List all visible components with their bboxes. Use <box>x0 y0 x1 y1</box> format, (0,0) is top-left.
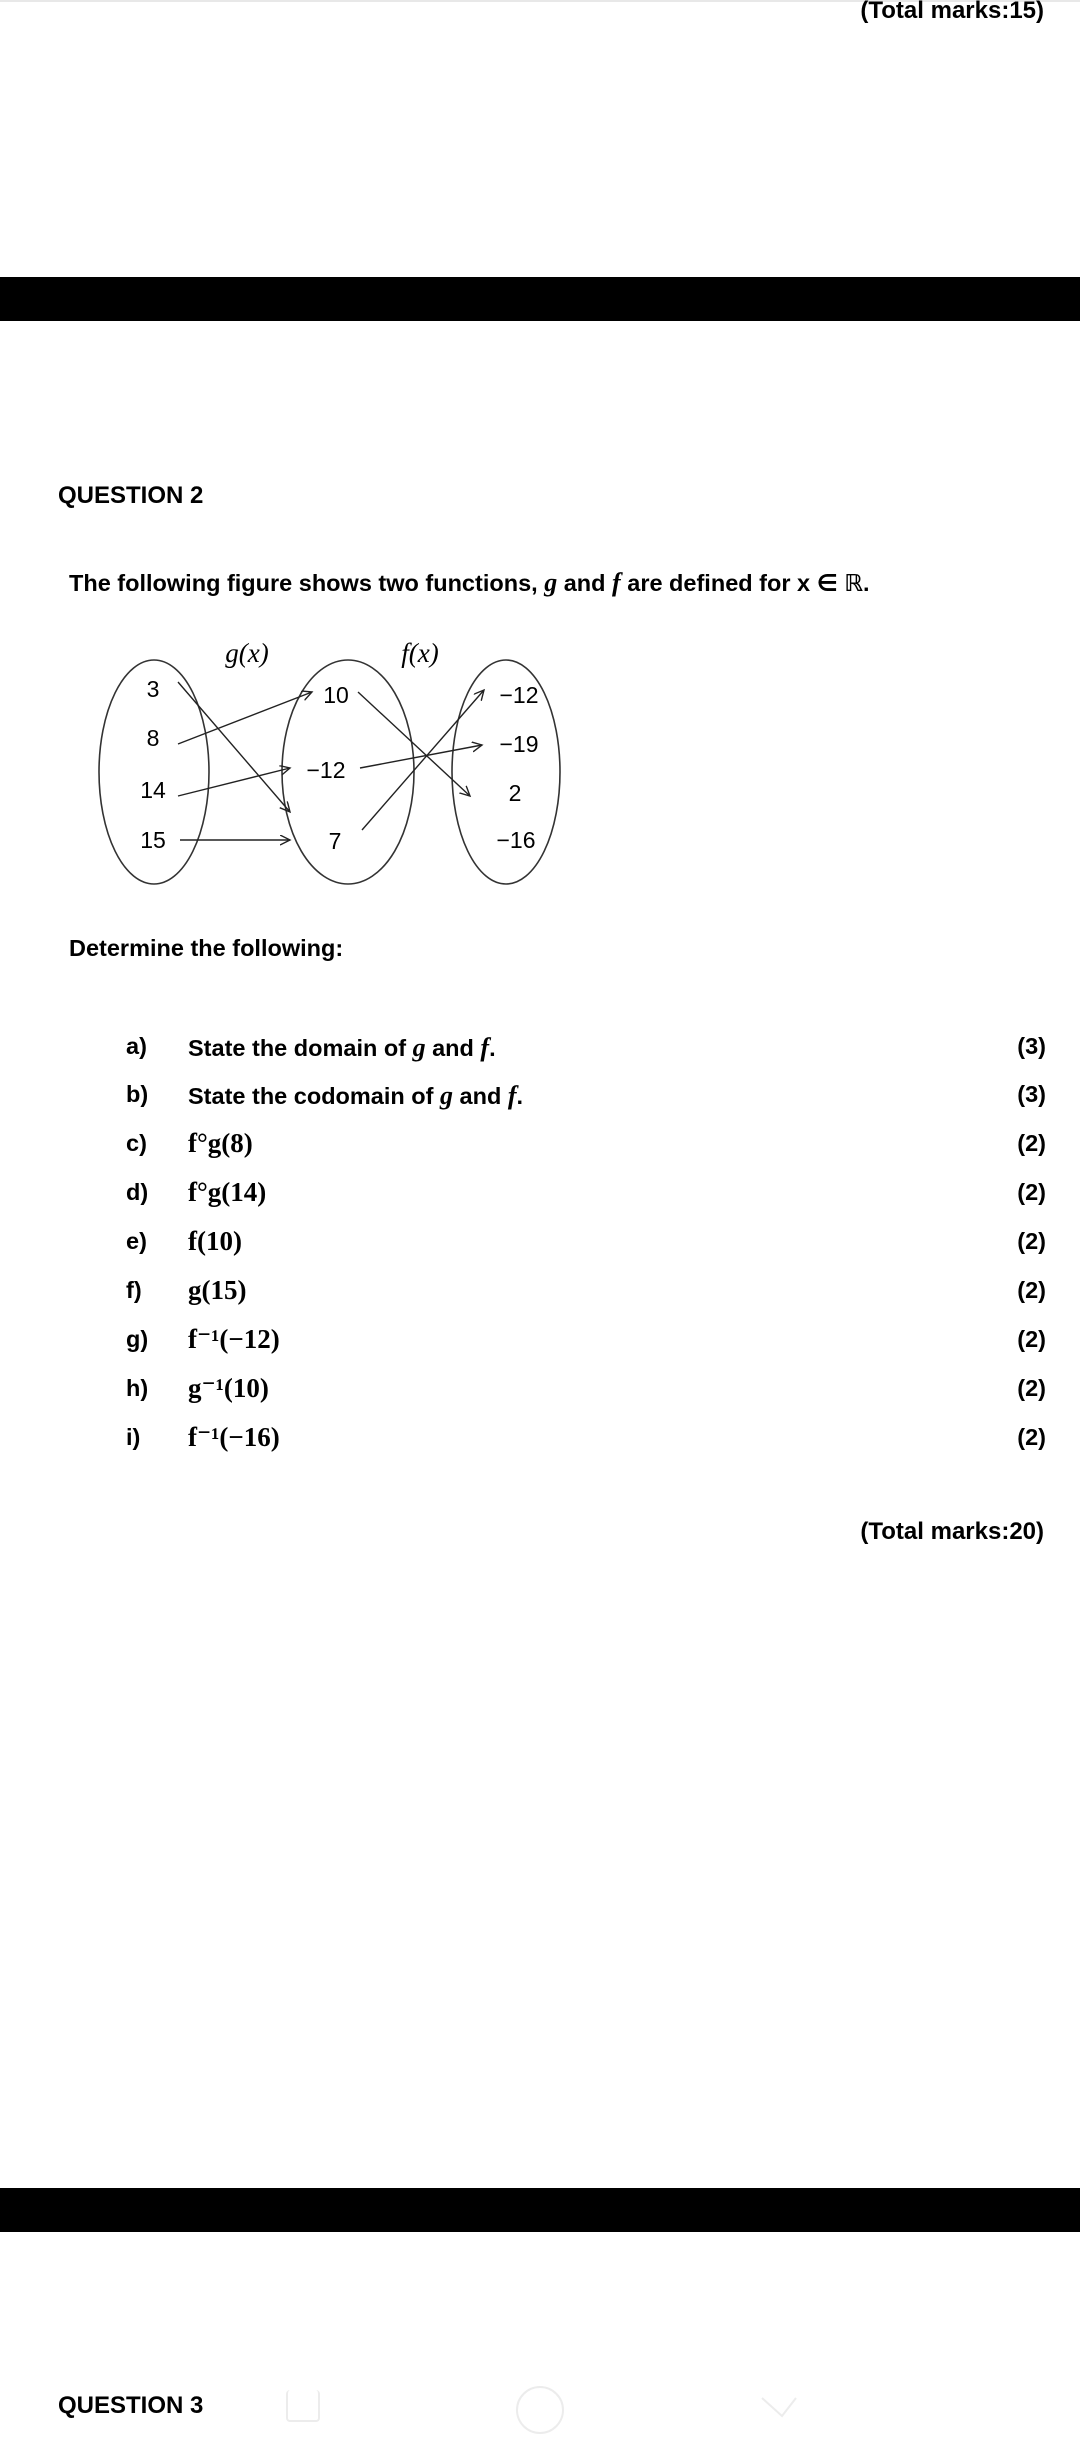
item-expression: f(10) <box>188 1226 242 1256</box>
item-var-f: f <box>480 1033 490 1062</box>
arrow-neg12-to-neg19 <box>360 745 482 768</box>
question-2-heading: QUESTION 2 <box>58 482 204 509</box>
g-function-label: g(x) <box>225 638 269 668</box>
item-marks: (2) <box>1017 1326 1046 1352</box>
arrow-7-to-neg12 <box>362 690 484 830</box>
item-label: d) <box>126 1179 149 1205</box>
item-label: g) <box>126 1326 149 1352</box>
g-domain-value: 8 <box>146 725 160 751</box>
sub-question-e <box>126 1228 1046 1268</box>
item-text-post: . <box>489 1035 496 1061</box>
item-expression: f⁻¹(−16) <box>188 1422 280 1452</box>
question-2-intro <box>69 568 870 598</box>
page-separator-bar-2 <box>0 2188 1080 2232</box>
intro-f: f <box>612 568 621 597</box>
sub-question-d <box>126 1179 1046 1219</box>
item-label: c) <box>126 1130 147 1156</box>
item-marks: (2) <box>1017 1179 1046 1205</box>
intro-text-1: The following figure shows two functions, <box>69 570 545 596</box>
sub-question-g <box>126 1326 1046 1366</box>
item-text-pre: State the domain of <box>188 1035 413 1061</box>
intro-text-2: and <box>557 570 613 596</box>
intro-text-3: are defined for x ∈ ℝ. <box>620 570 870 596</box>
arrow-8-to-10 <box>178 692 312 744</box>
g-domain-value: 15 <box>140 827 166 853</box>
sub-question-h <box>126 1375 1046 1415</box>
item-label: b) <box>126 1081 149 1107</box>
item-marks: (2) <box>1017 1375 1046 1401</box>
f-range-value: −12 <box>499 682 539 708</box>
sub-question-a <box>126 1033 1046 1073</box>
item-marks: (2) <box>1017 1424 1046 1450</box>
question-2-total-marks: (Total marks:20) <box>860 1518 1044 1545</box>
item-expression: f°g(8) <box>188 1128 253 1158</box>
item-var-f: f <box>507 1081 517 1110</box>
middle-set-value: 10 <box>323 682 349 708</box>
item-expression: f°g(14) <box>188 1177 267 1207</box>
sub-question-c <box>126 1130 1046 1170</box>
item-text-mid: and <box>425 1035 481 1061</box>
item-expression: g⁻¹(10) <box>188 1373 269 1403</box>
middle-set-value: −12 <box>306 757 346 783</box>
item-var-g: g <box>412 1033 426 1062</box>
home-nav-icon[interactable] <box>516 2386 564 2434</box>
item-expression: g(15) <box>188 1275 247 1305</box>
item-label: a) <box>126 1033 147 1059</box>
item-var-g: g <box>440 1081 453 1110</box>
f-range-value: 2 <box>508 780 522 806</box>
f-range-value: −19 <box>499 731 539 757</box>
sub-question-b <box>126 1081 1046 1121</box>
item-text-mid: and <box>453 1083 508 1109</box>
item-label: e) <box>126 1228 147 1254</box>
f-range-value: −16 <box>496 827 536 853</box>
item-text-post: . <box>516 1083 524 1109</box>
sub-question-f <box>126 1277 1046 1317</box>
item-text-pre: State the codomain of <box>188 1083 440 1109</box>
item-marks: (2) <box>1017 1130 1046 1156</box>
item-marks: (3) <box>1017 1033 1046 1059</box>
page-separator-bar <box>0 277 1080 321</box>
recent-apps-nav-icon[interactable] <box>286 2390 320 2422</box>
function-mapping-diagram <box>90 630 590 890</box>
item-expression: f⁻¹(−12) <box>188 1324 280 1354</box>
back-nav-icon[interactable] <box>760 2392 800 2424</box>
intro-g: g <box>544 568 558 597</box>
previous-total-marks: (Total marks:15) <box>860 0 1044 24</box>
sub-question-i <box>126 1424 1046 1464</box>
item-marks: (2) <box>1017 1228 1046 1254</box>
item-label: f) <box>126 1277 142 1303</box>
determine-instruction: Determine the following: <box>69 935 344 961</box>
item-text <box>188 1033 496 1063</box>
g-domain-value: 14 <box>140 777 166 803</box>
item-label: h) <box>126 1375 149 1401</box>
f-function-label: f(x) <box>401 638 439 668</box>
item-label: i) <box>126 1424 141 1450</box>
item-marks: (2) <box>1017 1277 1046 1303</box>
question-3-heading: QUESTION 3 <box>58 2392 204 2419</box>
middle-set-value: 7 <box>328 828 342 854</box>
item-text <box>188 1081 523 1111</box>
item-marks: (3) <box>1017 1081 1046 1107</box>
g-domain-value: 3 <box>146 676 160 702</box>
